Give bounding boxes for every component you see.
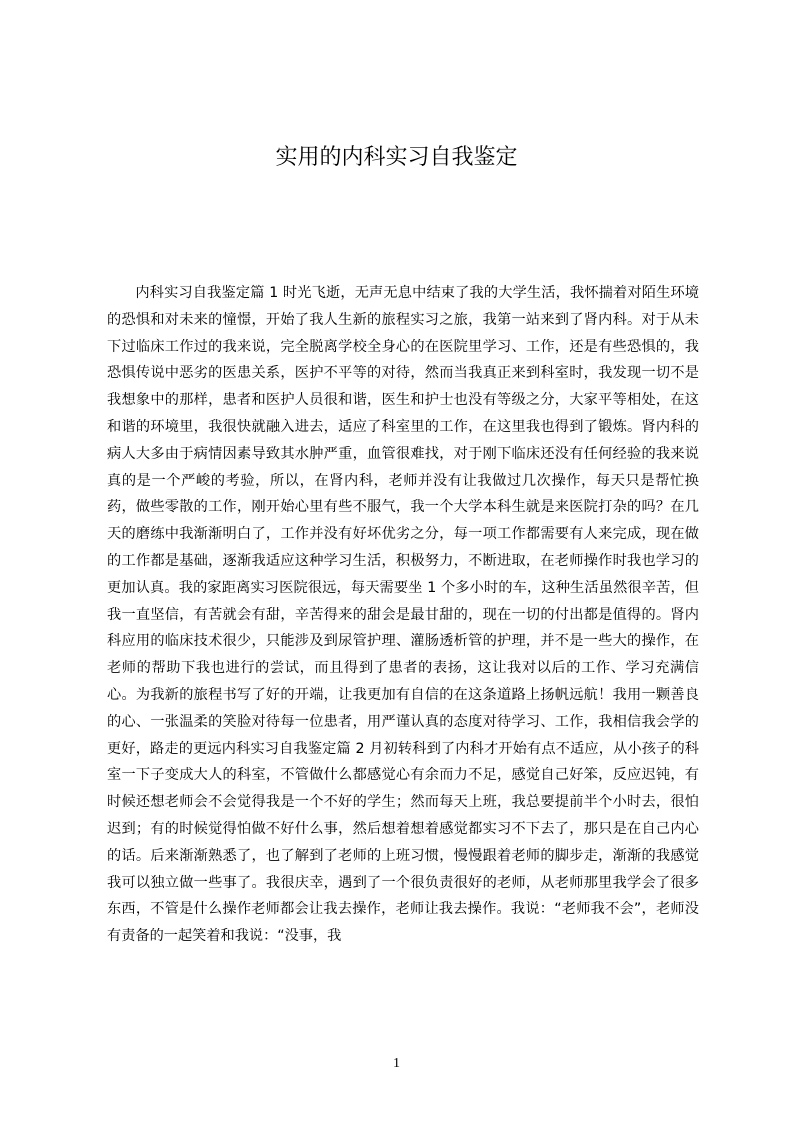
document-body <box>107 280 699 950</box>
document-title: 实用的内科实习自我鉴定 <box>275 145 518 170</box>
page-number: 1 <box>393 1056 400 1071</box>
body-paragraph: 内科实习自我鉴定篇 1 时光飞逝，无声无息中结束了我的大学生活，我怀揣着对陌生环境的恐惧和对未来的憧憬，开始了我人生新的旅程实习之旅，我第一站来到了肾内科。对于从未下过临床工作过的我来说，完全脱离学校全身心的在医院里学习、工作，还是有些恐惧的，我恐惧传说中恶劣的医患关系，医护不平等的对待，然而当我真正来到科室时，我发现一切不是我想象中的那样，患者和医护人员很和谐，医生和护士也没有等级之分，大家平等相处，在这和谐的环境里，我很快就融入进去，适应了科室里的工作，在这里我也得到了锻炼。肾内科的病人大多由于病情因素导致其水肿严重，血管很难找，对于刚下临床还没有任何经验的我来说真的是一个严峻的考验，所以，在肾内科，老师并没有让我做过几次操作，每天只是帮忙换药，做些零散的工作，刚开始心里有些不服气，我一个大学本科生就是来医院打杂的吗？在几天的磨练中我渐渐明白了，工作并没有好坏优劣之分，每一项工作都需要有人来完成，现在做的工作都是基础，逐渐我适应这种学习生活，积极努力，不断进取，在老师操作时我也学习的更加认真。我的家距离实习医院很远，每天需要坐 1 个多小时的车，这种生活虽然很辛苦，但我一直坚信，有苦就会有甜，辛苦得来的甜会是最甘甜的，现在一切的付出都是值得的。肾内科应用的临床技术很少，只能涉及到尿管护理、灌肠透析管的护理，并不是一些大的操作，在老师的帮助下我也进行的尝试，而且得到了患者的表扬，这让我对以后的工作、学习充满信心。为我新的旅程书写了好的开端，让我更加有自信的在这条道路上扬帆远航！我用一颗善良的心、一张温柔的笑脸对待每一位患者，用严谨认真的态度对待学习、工作，我相信我会学的更好，路走的更远内科实习自我鉴定篇 2 月初转科到了内科才开始有点不适应，从小孩子的科室一下子变成大人的科室，不管做什么都感觉心有余而力不足，感觉自己好笨，反应迟钝，有时候还想老师会不会觉得我是一个不好的学生；然而每天上班，我总要提前半个小时去，很怕迟到；有的时候觉得怕做不好什么事，然后想着想着感觉都实习不下去了，那只是在自己内心的话。后来渐渐熟悉了，也了解到了老师的上班习惯，慢慢跟着老师的脚步走，渐渐的我感觉我可以独立做一些事了。我很庆幸，遇到了一个很负责很好的老师，从老师那里我学会了很多东西，不管是什么操作老师都会让我去操作，老师让我去操作。我说：“老师我不会”，老师没有责备的一起笑着和我说：“没事，我 <box>107 285 699 945</box>
